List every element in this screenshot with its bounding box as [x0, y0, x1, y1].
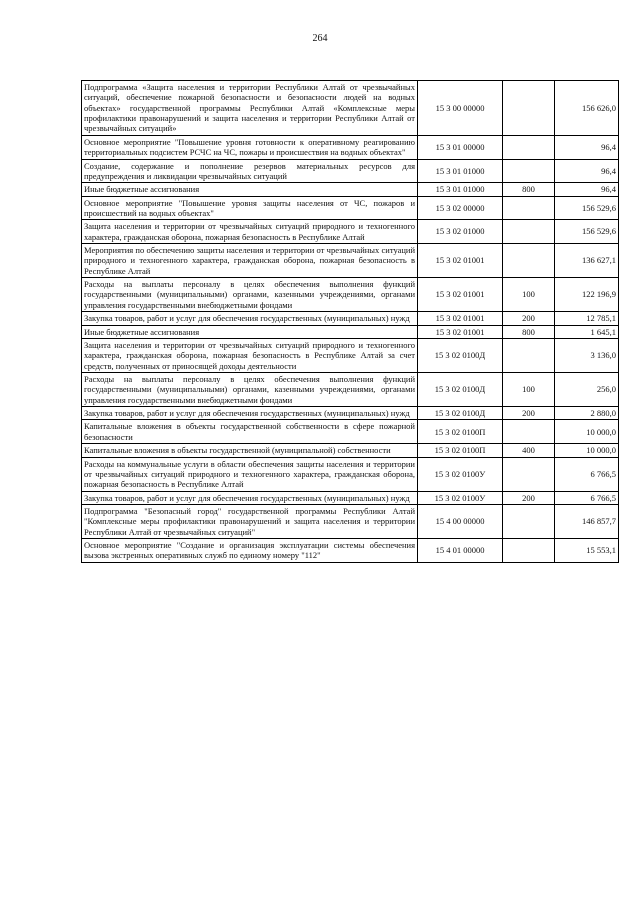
row-code-cell: 15 3 02 0100П: [418, 444, 503, 457]
row-code-cell: 15 3 01 00000: [418, 135, 503, 159]
page-number: 264: [312, 33, 328, 44]
table-row: [82, 407, 619, 420]
row-code-cell: 15 3 02 01001: [418, 278, 503, 312]
row-code-cell: 15 3 02 0100Д: [418, 338, 503, 372]
row-amount-cell: 156 626,0: [555, 81, 619, 136]
row-expense-kind-cell: 200: [503, 312, 555, 325]
row-amount-cell: 156 529,6: [555, 196, 619, 220]
row-amount-cell: 256,0: [555, 372, 619, 406]
row-expense-kind-cell: 800: [503, 325, 555, 338]
table-row: [82, 312, 619, 325]
table-row: [82, 325, 619, 338]
row-name-cell: Защита населения и территории от чрезвычайных ситуаций природного и техногенного характера, гражданская оборона, пожарная безопасность в Республике Алтай за счет средств, полученных от приносящей доходы деятельности: [82, 338, 418, 372]
row-amount-cell: 10 000,0: [555, 420, 619, 444]
row-name-cell: Создание, содержание и пополнение резервов материальных ресурсов для предупреждения и ликвидации чрезвычайных ситуаций: [82, 159, 418, 183]
row-code-cell: 15 3 02 0100У: [418, 491, 503, 504]
row-name-cell: Мероприятия по обеспечению защиты населения и территории от чрезвычайных ситуаций природного и техногенного характера, гражданская оборона, пожарная безопасность в Республике Алтай: [82, 244, 418, 278]
table-row: [82, 278, 619, 312]
row-name-cell: Основное мероприятие "Повышение уровня готовности к оперативному реагированию территориальных подсистем РСЧС на ЧС, пожары и происшествия на водных объектах": [82, 135, 418, 159]
row-expense-kind-cell: [503, 539, 555, 563]
row-expense-kind-cell: [503, 159, 555, 183]
row-name-cell: Расходы на выплаты персоналу в целях обеспечения выполнения функций государственными (муниципальными) органами, казенными учреждениями, органами управления государственными внебюджетными фондами: [82, 278, 418, 312]
row-name-cell: Закупка товаров, работ и услуг для обеспечения государственных (муниципальных) нужд: [82, 312, 418, 325]
table-row: [82, 220, 619, 244]
row-amount-cell: 96,4: [555, 135, 619, 159]
table-row: [82, 504, 619, 538]
row-code-cell: 15 3 02 01001: [418, 312, 503, 325]
row-amount-cell: 136 627,1: [555, 244, 619, 278]
row-expense-kind-cell: [503, 338, 555, 372]
row-name-cell: Основное мероприятие "Создание и организация эксплуатации системы обеспечения вызова экстренных оперативных служб по единому номеру "112": [82, 539, 418, 563]
row-amount-cell: 156 529,6: [555, 220, 619, 244]
row-name-cell: Капитальные вложения в объекты государственной (муниципальной) собственности: [82, 444, 418, 457]
row-code-cell: 15 3 01 01000: [418, 183, 503, 196]
row-code-cell: 15 3 01 01000: [418, 159, 503, 183]
row-expense-kind-cell: [503, 196, 555, 220]
row-expense-kind-cell: 800: [503, 183, 555, 196]
table-row: [82, 159, 619, 183]
row-amount-cell: 6 766,5: [555, 491, 619, 504]
budget-table-body: [82, 81, 619, 563]
row-name-cell: Подпрограмма "Безопасный город" государственной программы Республики Алтай "Комплексные меры профилактики правонарушений и защита населения и территории Республики Алтай от чрезвычайных ситуаций": [82, 504, 418, 538]
row-code-cell: 15 3 02 0100Д: [418, 407, 503, 420]
table-row: [82, 338, 619, 372]
table-row: [82, 244, 619, 278]
row-name-cell: Основное мероприятие "Повышение уровня защиты населения от ЧС, пожаров и происшествий на водных объектах": [82, 196, 418, 220]
table-row: [82, 420, 619, 444]
row-name-cell: Расходы на коммунальные услуги в области обеспечения защиты населения и территории от чрезвычайных ситуаций природного и техногенного характера, гражданская оборона, пожарная безопасность в Республике Алтай: [82, 457, 418, 491]
table-row: [82, 372, 619, 406]
row-name-cell: Капитальные вложения в объекты государственной собственности в сфере пожарной безопасности: [82, 420, 418, 444]
table-row: [82, 539, 619, 563]
row-expense-kind-cell: [503, 504, 555, 538]
row-name-cell: Закупка товаров, работ и услуг для обеспечения государственных (муниципальных) нужд: [82, 491, 418, 504]
table-row: [82, 491, 619, 504]
row-code-cell: 15 3 02 0100У: [418, 457, 503, 491]
row-amount-cell: 10 000,0: [555, 444, 619, 457]
row-code-cell: 15 3 02 0100Д: [418, 372, 503, 406]
row-expense-kind-cell: [503, 220, 555, 244]
budget-table: [81, 80, 619, 563]
row-amount-cell: 6 766,5: [555, 457, 619, 491]
row-name-cell: Иные бюджетные ассигнования: [82, 325, 418, 338]
row-code-cell: 15 3 02 00000: [418, 196, 503, 220]
row-expense-kind-cell: 100: [503, 372, 555, 406]
row-amount-cell: 146 857,7: [555, 504, 619, 538]
row-expense-kind-cell: 400: [503, 444, 555, 457]
row-code-cell: 15 3 02 01000: [418, 220, 503, 244]
row-amount-cell: 2 880,0: [555, 407, 619, 420]
row-code-cell: 15 4 00 00000: [418, 504, 503, 538]
row-code-cell: 15 3 02 01001: [418, 244, 503, 278]
row-expense-kind-cell: [503, 81, 555, 136]
row-amount-cell: 1 645,1: [555, 325, 619, 338]
row-expense-kind-cell: 200: [503, 407, 555, 420]
row-expense-kind-cell: 100: [503, 278, 555, 312]
row-name-cell: Закупка товаров, работ и услуг для обеспечения государственных (муниципальных) нужд: [82, 407, 418, 420]
row-name-cell: Подпрограмма «Защита населения и территории Республики Алтай от чрезвычайных ситуаций, обеспечение пожарной безопасности и безопасности людей на водных объектах» государственной программы Республики Алтай «Комплексные меры профилактики правонарушений и защита населения и территории Республики Алтай от чрезвычайных ситуаций»: [82, 81, 418, 136]
row-expense-kind-cell: [503, 420, 555, 444]
row-amount-cell: 96,4: [555, 159, 619, 183]
row-amount-cell: 122 196,9: [555, 278, 619, 312]
table-row: [82, 81, 619, 136]
row-code-cell: 15 3 02 01001: [418, 325, 503, 338]
row-amount-cell: 3 136,0: [555, 338, 619, 372]
row-expense-kind-cell: [503, 135, 555, 159]
row-expense-kind-cell: [503, 244, 555, 278]
row-name-cell: Иные бюджетные ассигнования: [82, 183, 418, 196]
row-code-cell: 15 3 02 0100П: [418, 420, 503, 444]
table-row: [82, 457, 619, 491]
row-amount-cell: 12 785,1: [555, 312, 619, 325]
table-row: [82, 183, 619, 196]
table-row: [82, 444, 619, 457]
row-name-cell: Расходы на выплаты персоналу в целях обеспечения выполнения функций государственными (муниципальными) органами, казенными учреждениями, органами управления государственными внебюджетными фондами: [82, 372, 418, 406]
row-expense-kind-cell: [503, 457, 555, 491]
row-expense-kind-cell: 200: [503, 491, 555, 504]
row-code-cell: 15 3 00 00000: [418, 81, 503, 136]
table-row: [82, 135, 619, 159]
row-name-cell: Защита населения и территории от чрезвычайных ситуаций природного и техногенного характера, гражданская оборона, пожарная безопасность в Республике Алтай: [82, 220, 418, 244]
row-amount-cell: 15 553,1: [555, 539, 619, 563]
row-amount-cell: 96,4: [555, 183, 619, 196]
row-code-cell: 15 4 01 00000: [418, 539, 503, 563]
table-row: [82, 196, 619, 220]
